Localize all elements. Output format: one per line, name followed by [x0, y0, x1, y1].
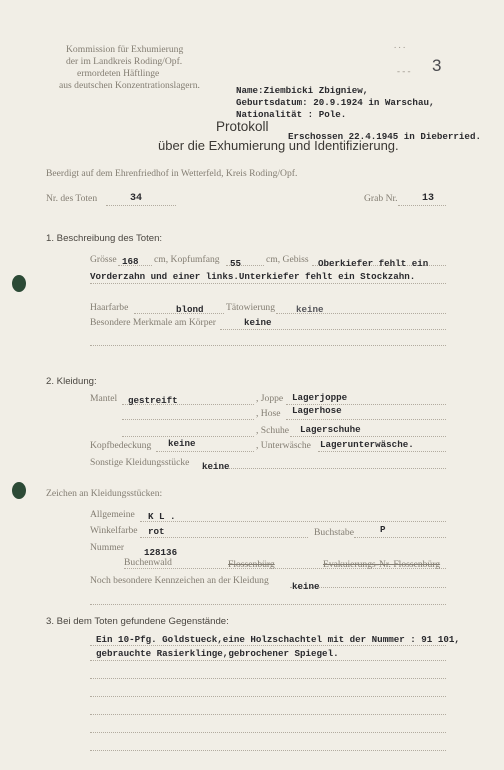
- punch-hole: [12, 482, 26, 499]
- nr-value: 34: [130, 193, 143, 204]
- other-marks-value: keine: [292, 581, 320, 592]
- shot-line: Erschossen 22.4.1945 in Dieberried.: [288, 131, 481, 142]
- nationality-line: Nationalität : Pole.: [236, 109, 347, 120]
- found-items-line-1: Ein 10-Pfg. Goldstueck,eine Holzschachtel mit der Nummer : 91 101,: [96, 634, 460, 645]
- shoes-value: Lagerschuhe: [300, 424, 361, 435]
- teeth-value-2: Vorderzahn und einer links.Unterkiefer fehlt ein Stockzahn.: [90, 271, 416, 282]
- hair-label: Haarfarbe: [90, 302, 129, 313]
- corner-dash: - - -: [397, 66, 411, 76]
- coat-label: Mantel: [90, 393, 118, 404]
- shoes-label: , Schuhe: [256, 425, 290, 436]
- other-clothing-value: keine: [202, 461, 230, 472]
- burial-text: Beerdigt auf dem Ehrenfriedhof in Wetterfeld, Kreis Roding/Opf.: [46, 168, 298, 179]
- teeth-value-1: Oberkiefer fehlt ein: [318, 258, 429, 269]
- other-marks-label: Noch besondere Kennzeichen an der Kleidung: [90, 575, 269, 586]
- number-value: 128136: [144, 547, 178, 558]
- hair-value: blond: [176, 304, 204, 315]
- general-label: Allgemeine: [90, 509, 135, 520]
- number-label: Nummer: [90, 542, 125, 553]
- teeth-label: cm, Gebiss: [266, 254, 309, 265]
- size-value: 168: [122, 256, 139, 267]
- marks-heading: Zeichen an Kleidungsstücken:: [46, 488, 163, 499]
- underwear-label: , Unterwäsche: [256, 440, 311, 451]
- underwear-value: Lagerunterwäsche.: [320, 439, 414, 450]
- marks-label: Besondere Merkmale am Körper: [90, 317, 217, 328]
- section2-heading: 2. Kleidung:: [46, 376, 97, 387]
- title-protokoll: Protokoll: [216, 119, 269, 134]
- headwear-value: keine: [168, 438, 196, 449]
- size-label: Grösse: [90, 254, 117, 265]
- coat-value: gestreift: [128, 395, 178, 406]
- section1-heading: 1. Beschreibung des Toten:: [46, 233, 163, 244]
- cm-label: cm, Kopfumfang: [154, 254, 220, 265]
- trousers-label: , Hose: [256, 408, 281, 419]
- general-value: K L .: [148, 511, 176, 522]
- head-value: 55: [230, 258, 242, 269]
- trousers-value: Lagerhose: [292, 405, 342, 416]
- letter-label: Buchstabe: [314, 527, 354, 538]
- grave-value: 13: [422, 193, 435, 204]
- letter-value: P: [380, 524, 386, 535]
- jacket-label: , Joppe: [256, 393, 284, 404]
- page-number: 3: [432, 56, 442, 75]
- angle-value: rot: [148, 526, 165, 537]
- name-line: Name:Ziembicki Zbigniew,: [236, 85, 369, 96]
- tattoo-value: keine: [296, 304, 324, 315]
- struck-evacuation-number: Evakuierungs-Nr. Flossenbürg: [323, 559, 441, 570]
- jacket-value: Lagerjoppe: [292, 392, 348, 403]
- commission-line-1: Kommission für Exhumierung: [66, 44, 184, 55]
- punch-hole: [12, 275, 26, 292]
- tattoo-label: Tätowierung: [226, 302, 276, 313]
- commission-line-4: aus deutschen Konzentrationslagern.: [59, 80, 200, 91]
- section3-heading: 3. Bei dem Toten gefundene Gegenstände:: [46, 616, 229, 627]
- headwear-label: Kopfbedeckung: [90, 440, 152, 451]
- other-clothing-label: Sonstige Kleidungsstücke: [90, 457, 190, 468]
- commission-line-2: der im Landkreis Roding/Opf.: [66, 56, 183, 67]
- commission-line-3: ermordeten Häftlinge: [77, 68, 160, 79]
- birth-line: Geburtsdatum: 20.9.1924 in Warschau,: [236, 97, 435, 108]
- angle-label: Winkelfarbe: [90, 525, 138, 536]
- marks-value: keine: [244, 317, 272, 328]
- title-subtitle: über die Exhumierung und Identifizierung.: [158, 138, 399, 153]
- struck-flossenbuerg: Flossenbürg: [228, 559, 275, 570]
- nr-label: Nr. des Toten: [46, 193, 98, 204]
- corner-marks: . . .: [394, 40, 406, 50]
- found-items-line-2: gebrauchte Rasierklinge,gebrochener Spiegel.: [96, 648, 339, 659]
- grave-label: Grab Nr.: [364, 193, 398, 204]
- camp-value: Buchenwald: [124, 557, 172, 568]
